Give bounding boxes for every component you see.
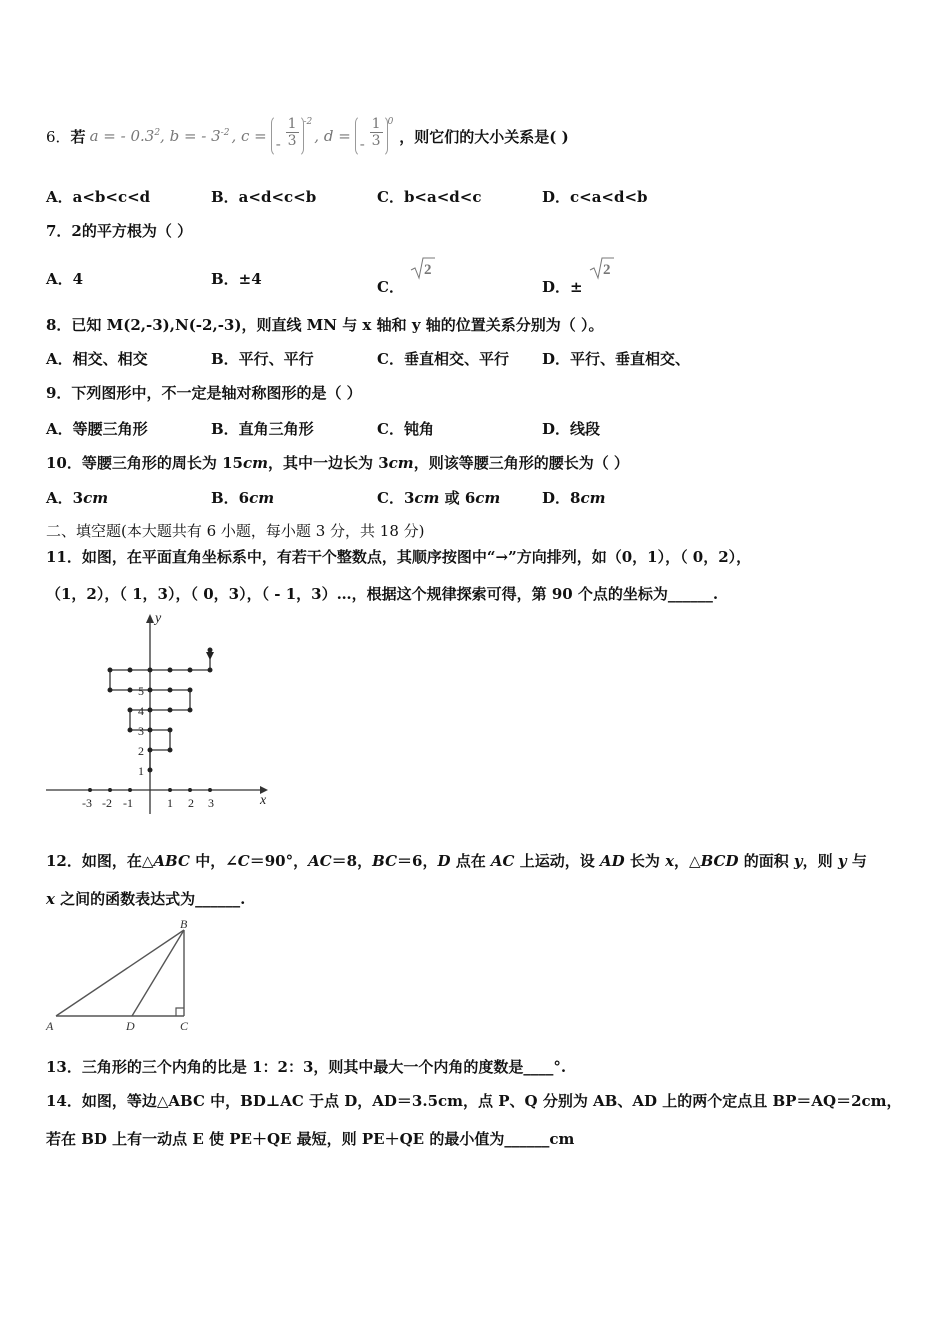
q7-option-c[interactable]: C． 2 (377, 268, 435, 297)
q6-expr-b: , b = - $3^{-2}$ (160, 127, 230, 145)
q8-option-c[interactable]: C．垂直相交、平行 (377, 350, 509, 368)
q8-option-a[interactable]: A．相交、相交 (46, 350, 148, 368)
segment-ab (56, 930, 184, 1016)
q6-tail: ，则它们的大小关系是( ) (399, 127, 569, 146)
q6-number: 6． (46, 127, 71, 146)
q12-line1: 12．如图，在△ABC 中，∠C＝90°，AC＝8，BC＝6，D 点在 AC 上运动，设 AD 长为 x，△BCD 的面积 y，则 y 与 (46, 852, 867, 870)
q6-paren-d: - $\frac{1}{3}$ (355, 115, 388, 157)
q6-stem (46, 112, 569, 160)
path-arrow-icon (206, 652, 214, 660)
q8-option-d[interactable]: D．平行、垂直相交、 (542, 350, 691, 368)
q7-stem: 7．2的平方根为（ ） (46, 222, 193, 240)
x-tick-label: 3 (208, 796, 214, 810)
q11-line1: 11．如图，在平面直角坐标系中，有若干个整数点，其顺序按图中“→”方向排列，如（0，1），（ 0，2）， (46, 548, 752, 566)
q10-option-a[interactable]: A．3cm (46, 489, 109, 507)
q7-option-c-radicand: 2 (424, 262, 432, 278)
x-tick-label: -3 (82, 796, 92, 810)
y-tick-label: 2 (138, 744, 144, 758)
y-tick-label: 5 (138, 684, 144, 698)
y-axis-arrow-icon (146, 614, 154, 623)
q7-option-a[interactable]: A．4 (46, 270, 84, 288)
q6-option-d[interactable]: D．c<a<d<b (542, 188, 648, 206)
q10-option-b[interactable]: B．6cm (211, 489, 275, 507)
q6-expr-d: , d = (314, 127, 351, 145)
segment-bd (132, 930, 184, 1016)
q14-line2: 若在 BD 上有一动点 E 使 PE＋QE 最短，则 PE＋QE 的最小值为______cm (46, 1130, 575, 1148)
q6-option-a[interactable]: A．a<b<c<d (46, 188, 151, 206)
q6-exp-d: 0 (387, 117, 394, 127)
y-tick-label: 4 (138, 704, 144, 718)
q10-option-d[interactable]: D．8cm (542, 489, 606, 507)
q14-line1: 14．如图，等边△ABC 中，BD⊥AC 于点 D，AD＝3.5cm，点 P、Q 分别为 AB、AD 上的两个定点且 BP＝AQ＝2cm， (46, 1092, 902, 1110)
q9-option-a[interactable]: A．等腰三角形 (46, 420, 148, 438)
q11-line2: （1，2），（ 1，3），（ 0，3），（ - 1，3）…，根据这个规律探索可得，第 90 个点的坐标为______. (46, 585, 719, 603)
q6-paren-c: - $\frac{1}{3}$ (271, 115, 304, 157)
q12-triangle-figure (40, 918, 200, 1036)
x-tick-label: -1 (123, 796, 133, 810)
x-tick-label: 2 (188, 796, 194, 810)
q7-option-b[interactable]: B．±4 (211, 270, 262, 288)
q8-option-b[interactable]: B．平行、平行 (211, 350, 314, 368)
q8-stem: 8．已知 M(2,-3),N(-2,-3)，则直线 MN 与 x 轴和 y 轴的位置关系分别为（ ）。 (46, 316, 604, 334)
q9-option-c[interactable]: C．钝角 (377, 420, 434, 438)
q11-coordinate-figure (44, 610, 276, 816)
point-path (110, 650, 210, 770)
x-tick-label: 1 (167, 796, 173, 810)
q9-option-d[interactable]: D．线段 (542, 420, 601, 438)
q9-stem: 9．下列图形中，不一定是轴对称图形的是（ ） (46, 384, 362, 402)
q13-stem: 13．三角形的三个内角的比是 1：2：3，则其中最大一个内角的度数是____°. (46, 1058, 567, 1076)
vertex-label-a: A (46, 1019, 54, 1033)
sqrt-icon (409, 256, 435, 280)
q6-option-c[interactable]: C．b<a<d<c (377, 188, 482, 206)
q9-option-b[interactable]: B．直角三角形 (211, 420, 314, 438)
vertex-label-b: B (180, 918, 188, 931)
q10-stem: 10．等腰三角形的周长为 15cm，其中一边长为 3cm，则该等腰三角形的腰长为（ ） (46, 454, 629, 472)
q6-option-b[interactable]: B．a<d<c<b (211, 188, 317, 206)
q6-lead: 若 (70, 127, 86, 146)
q7-option-d-radicand: 2 (602, 262, 611, 278)
q6-exp-c: -2 (303, 117, 313, 127)
y-tick-label: 3 (138, 724, 144, 738)
axis-label-y: y (155, 611, 162, 626)
x-tick-label: -2 (102, 796, 112, 810)
vertex-label-c: C (180, 1019, 189, 1033)
right-angle-icon (176, 1008, 184, 1016)
q12-line2: x 之间的函数表达式为______. (46, 890, 246, 908)
vertex-label-d: D (126, 1019, 135, 1033)
q6-expr-c: , c = (231, 127, 267, 145)
axis-label-x: x (260, 793, 267, 808)
q7-option-d[interactable]: D．± 2 (542, 268, 614, 297)
y-tick-label: 1 (138, 764, 144, 778)
q6-expr-a: a = - $0.3^2$ (89, 127, 161, 145)
sqrt-icon (588, 256, 614, 280)
section-heading: 二、填空题(本大题共有 6 小题，每小题 3 分，共 18 分) (46, 522, 425, 540)
q10-option-c[interactable]: C．3cm 或 6cm (377, 489, 501, 507)
